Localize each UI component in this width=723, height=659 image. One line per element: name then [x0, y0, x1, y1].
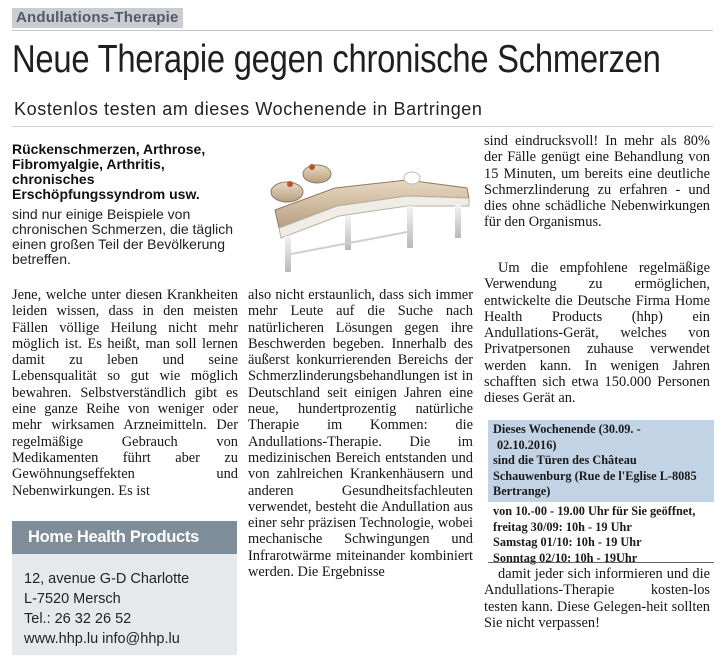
- contact-company-name: Home Health Products: [12, 521, 237, 554]
- body-column-3-part-3: damit jeder sich informieren und die Andullations-Therapie kosten-los testen kann. Diese Gelegen-heit sollten Sie nicht verpassen!: [484, 566, 710, 631]
- contact-phone: Tel.: 26 32 26 52: [24, 611, 132, 627]
- body-column-2: also nicht erstaunlich, dass sich immer mehr Leute auf die Suche nach natürlicheren Lösungen gegen ihre Beschwerden begeben. Innerhalb des äußerst konkurrierenden Bereichs der Schmerzlinderungsbehandlungen ist in Deutschland seit einigen Jahren eine neue, hundertprozentig natürliche Therapie im Kommen: die Andullations-Therapie. Die im medizinischen Bereich entstanden und von zahlreichen Krankenhäusern und anderen Gesundheitsfachleuten verwendet, besteht die Andullation aus einer sehr präzisen Technologie, wobei mechanische Schwingungen und Infrarotwärme miteinander kombiniert werden. Die Ergebnisse: [248, 287, 473, 581]
- lead-bold-text: Rückenschmerzen, Arthrose, Fibromyalgie, Arthritis, chronisches Erschöpfungssyndrom usw.: [12, 141, 206, 202]
- subhead-divider: [12, 126, 713, 127]
- section-tag: Andullations-Therapie: [12, 8, 183, 28]
- event-date-line-1: Dieses Wochenende (30.09. -: [493, 422, 641, 436]
- contact-web-email: www.hhp.lu info@hhp.lu: [24, 631, 180, 647]
- body-column-1: Jene, welche unter diesen Krankheiten leiden wissen, dass in den meisten Fällen völlige Heilung nicht mehr möglich ist. Es heißt, man soll lernen damit zu leben und seine Lebensqualität so gut wie möglich bewahren. Selbstverständlich gibt es eine ganze Reihe von weniger oder mehr wirksamen Arzneimitteln. Der regelmäßige Gebrauch von Medikamenten führt aber zu Gewöhnungseffekten und Nebenwirkungen. Es ist: [12, 287, 238, 499]
- event-hours-general: von 10.-00 - 19.00 Uhr für Sie geöffnet,: [493, 504, 696, 518]
- event-info-top: [493, 422, 713, 500]
- body-column-3-part-2: Um die empfohlene regelmäßige Verwendung zu ermöglichen, entwickelte die Deutsche Firma Home Health Products (hhp) ein Andullations-Gerät, welches von Privatpersonen zuhause verwendet werden kann. In wenigen Jahren schafften sich etwa 150.000 Personen dieses Gerät an.: [484, 260, 710, 407]
- event-date-line-2: 02.10.2016): [497, 437, 557, 452]
- contact-address-city: L-7520 Mersch: [24, 591, 121, 607]
- subheadline: Kostenlos testen am dieses Wochenende in Bartringen: [14, 99, 483, 119]
- body-column-3-part-1: sind eindrucksvoll! In mehr als 80% der Fälle genügt eine Behandlung von 15 Minuten, um bereits eine deutliche Schmerzlinderung zu erfahren - und dies ohne schädliche Nebenwirkungen für den Organismus.: [484, 133, 710, 231]
- event-venue: sind die Türen des Château Schauwenburg (Rue de l'Eglise L-8085 Bertrange): [493, 453, 697, 498]
- event-hours-sunday: Sonntag 02/10: 10h - 19Uhr: [493, 550, 638, 565]
- andullation-bed-image: [257, 136, 479, 276]
- event-divider: [488, 562, 714, 563]
- contact-details: [24, 569, 189, 649]
- event-hours-friday: freitag 30/09: 10h - 19 Uhr: [493, 519, 632, 534]
- event-info-hours: [493, 504, 715, 566]
- top-divider: [12, 30, 713, 31]
- contact-box: [12, 521, 237, 655]
- headline: Neue Therapie gegen chronische Schmerzen: [12, 38, 661, 81]
- event-hours-saturday: Samstag 01/10: 10h - 19 Uhr: [493, 535, 642, 549]
- lead-text: sind nur einige Beispiele von chronischen Schmerzen, die täglich einen großen Teil der Bevölkerung betreffen.: [12, 206, 234, 267]
- contact-address-street: 12, avenue G-D Charlotte: [24, 571, 190, 587]
